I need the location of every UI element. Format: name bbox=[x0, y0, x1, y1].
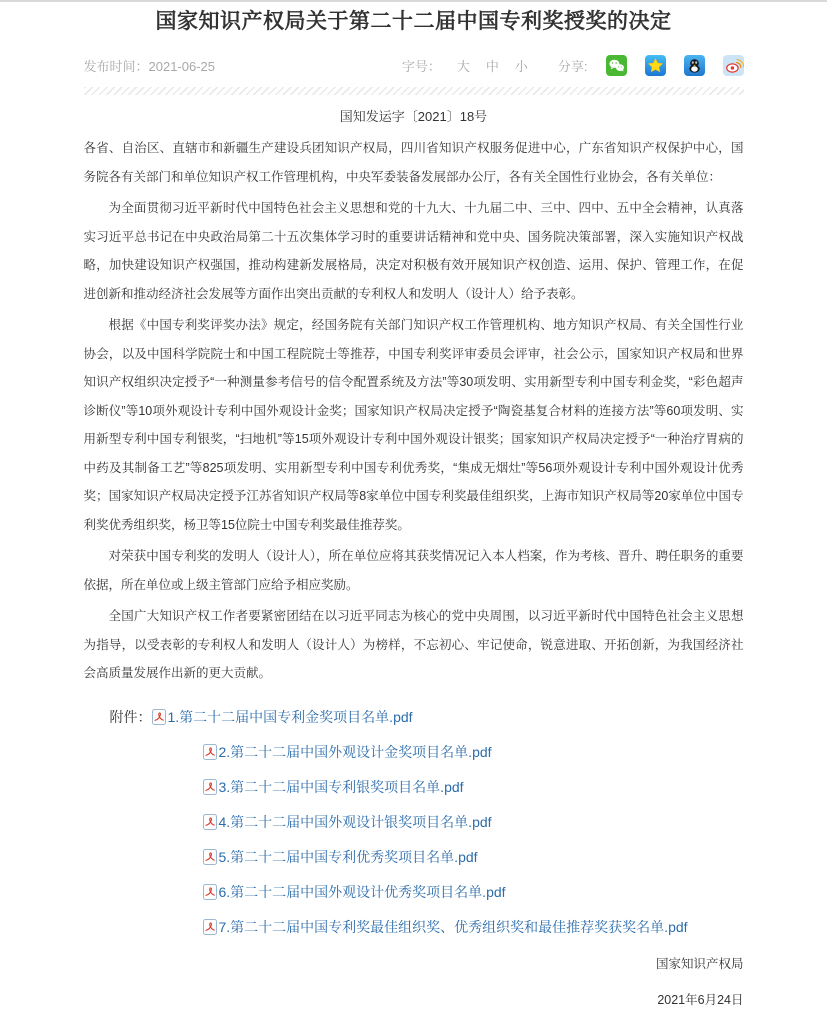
article-container bbox=[84, 8, 744, 1018]
attachment-name: 2.第二十二届中国外观设计金奖项目名单.pdf bbox=[218, 743, 492, 760]
page-title: 国家知识产权局关于第二十二届中国专利奖授奖的决定 bbox=[155, 10, 672, 33]
attachment-row bbox=[84, 770, 744, 805]
pdf-icon bbox=[203, 884, 217, 900]
paragraph-record-reward: 对荣获中国专利奖的发明人（设计人），所在单位应将其获奖情况记入本人档案，作为考核、晋升、聘任职务的重要依据，所在单位或上级主管部门应给予相应奖励。 bbox=[83, 549, 744, 592]
attachments-label: 附件： bbox=[109, 708, 152, 725]
attachment-row bbox=[84, 805, 744, 840]
wechat-share-icon[interactable] bbox=[606, 55, 627, 76]
paragraph-commendation: 为全面贯彻习近平新时代中国特色社会主义思想和党的十九大、十九届二中、三中、四中、五中全会精神，认真落实习近平总书记在中央政治局第二十五次集体学习时的重要讲话精神和党中央、国务院决策部署，深入实施知识产权战略，加快建设知识产权强国，推动构建新发展格局，决定对积极有效开展知识产权创造、运用、保护、管理工作，在促进创新和推动经济社会发展等方面作出突出贡献的专利权人和发明人（设计人）给予表彰。 bbox=[83, 201, 744, 301]
top-divider bbox=[0, 0, 827, 2]
signature-block bbox=[84, 946, 744, 1018]
publish-time bbox=[84, 56, 216, 75]
pdf-icon bbox=[203, 919, 217, 935]
publish-date: 2021-06-25 bbox=[148, 58, 216, 74]
publish-time-label: 发布时间： bbox=[83, 58, 149, 74]
signature-date: 2021年6月24日 bbox=[657, 992, 744, 1007]
paragraph-award-decision: 根据《中国专利奖评奖办法》规定，经国务院有关部门知识产权工作管理机构、地方知识产权局、有关全国性行业协会，以及中国科学院院士和中国工程院院士等推荐，中国专利奖评审委员会评审，社会公示，国家知识产权局和世界知识产权组织决定授予“一种测量参考信号的信令配置系统及方法”等30项发明、实用新型专利中国专利金奖，“彩色超声诊断仪”等10项外观设计专利中国外观设计金奖；国家知识产权局决定授予“陶瓷基复合材料的连接方法”等60项发明、实用新型专利中国专利银奖，“扫地机”等15项外观设计专利中国外观设计银奖；国家知识产权局决定授予“一种治疗胃病的中药及其制备工艺”等825项发明、实用新型专利中国专利优秀奖，“集成无烟灶”等56项外观设计专利中国外观设计优秀奖；国家知识产权局决定授予江苏省知识产权局等8家单位中国专利奖最佳组织奖，上海市知识产权局等20家单位中国专利奖优秀组织奖，杨卫等15位院士中国专利奖最佳推荐奖。 bbox=[83, 318, 744, 532]
attachment-row bbox=[84, 735, 744, 770]
signer-organization: 国家知识产权局 bbox=[655, 956, 744, 971]
attachment-row bbox=[84, 875, 744, 910]
font-size-large-button[interactable]: 大 bbox=[456, 58, 470, 74]
document-body bbox=[84, 134, 744, 688]
attachment-link-4[interactable] bbox=[203, 814, 492, 830]
paragraph-call-to-action: 全国广大知识产权工作者要紧密团结在以习近平同志为核心的党中央周围，以习近平新时代中国特色社会主义思想为指导，以受表彰的专利权人和发明人（设计人）为榜样，不忘初心、牢记使命，锐意进取、开拓创新，为我国经济社会高质量发展作出新的更大贡献。 bbox=[83, 609, 744, 680]
font-size-small-button[interactable]: 小 bbox=[514, 58, 528, 74]
attachment-row bbox=[84, 840, 744, 875]
attachment-name: 6.第二十二届中国外观设计优秀奖项目名单.pdf bbox=[218, 883, 506, 900]
attachment-name: 5.第二十二届中国专利优秀奖项目名单.pdf bbox=[218, 848, 478, 865]
attachment-row bbox=[84, 910, 744, 945]
attachment-link-1[interactable] bbox=[152, 709, 413, 725]
pdf-icon bbox=[152, 709, 166, 725]
qq-share-icon[interactable] bbox=[684, 55, 705, 76]
hatched-divider bbox=[84, 87, 744, 95]
pdf-icon bbox=[203, 814, 217, 830]
share-label: 分享: bbox=[557, 58, 588, 74]
attachment-link-2[interactable] bbox=[203, 744, 492, 760]
pdf-icon bbox=[203, 744, 217, 760]
attachments-section bbox=[84, 700, 744, 945]
weibo-share-icon[interactable] bbox=[723, 55, 744, 76]
attachment-name: 1.第二十二届中国专利金奖项目名单.pdf bbox=[167, 708, 413, 725]
font-size-label: 字号： bbox=[401, 58, 441, 74]
qzone-share-icon[interactable] bbox=[645, 55, 666, 76]
attachment-name: 7.第二十二届中国专利奖最佳组织奖、优秀组织奖和最佳推荐奖获奖名单.pdf bbox=[218, 918, 688, 935]
pdf-icon bbox=[203, 849, 217, 865]
attachment-name: 4.第二十二届中国外观设计银奖项目名单.pdf bbox=[218, 813, 492, 830]
attachment-link-6[interactable] bbox=[203, 884, 506, 900]
attachment-link-7[interactable] bbox=[203, 919, 688, 935]
font-size-medium-button[interactable]: 中 bbox=[485, 58, 499, 74]
attachment-row bbox=[84, 700, 744, 735]
document-number: 国知发运字〔2021〕18号 bbox=[339, 109, 488, 124]
attachment-name: 3.第二十二届中国专利银奖项目名单.pdf bbox=[218, 778, 464, 795]
attachment-link-3[interactable] bbox=[203, 779, 464, 795]
pdf-icon bbox=[203, 779, 217, 795]
meta-bar bbox=[84, 53, 744, 77]
attachment-link-5[interactable] bbox=[203, 849, 478, 865]
paragraph-addressees: 各省、自治区、直辖市和新疆生产建设兵团知识产权局，四川省知识产权服务促进中心，广东省知识产权保护中心，国务院各有关部门和单位知识产权工作管理机构，中央军委装备发展部办公厅，各有关全国性行业协会，各有关单位： bbox=[83, 141, 744, 184]
article-tools bbox=[402, 55, 744, 76]
